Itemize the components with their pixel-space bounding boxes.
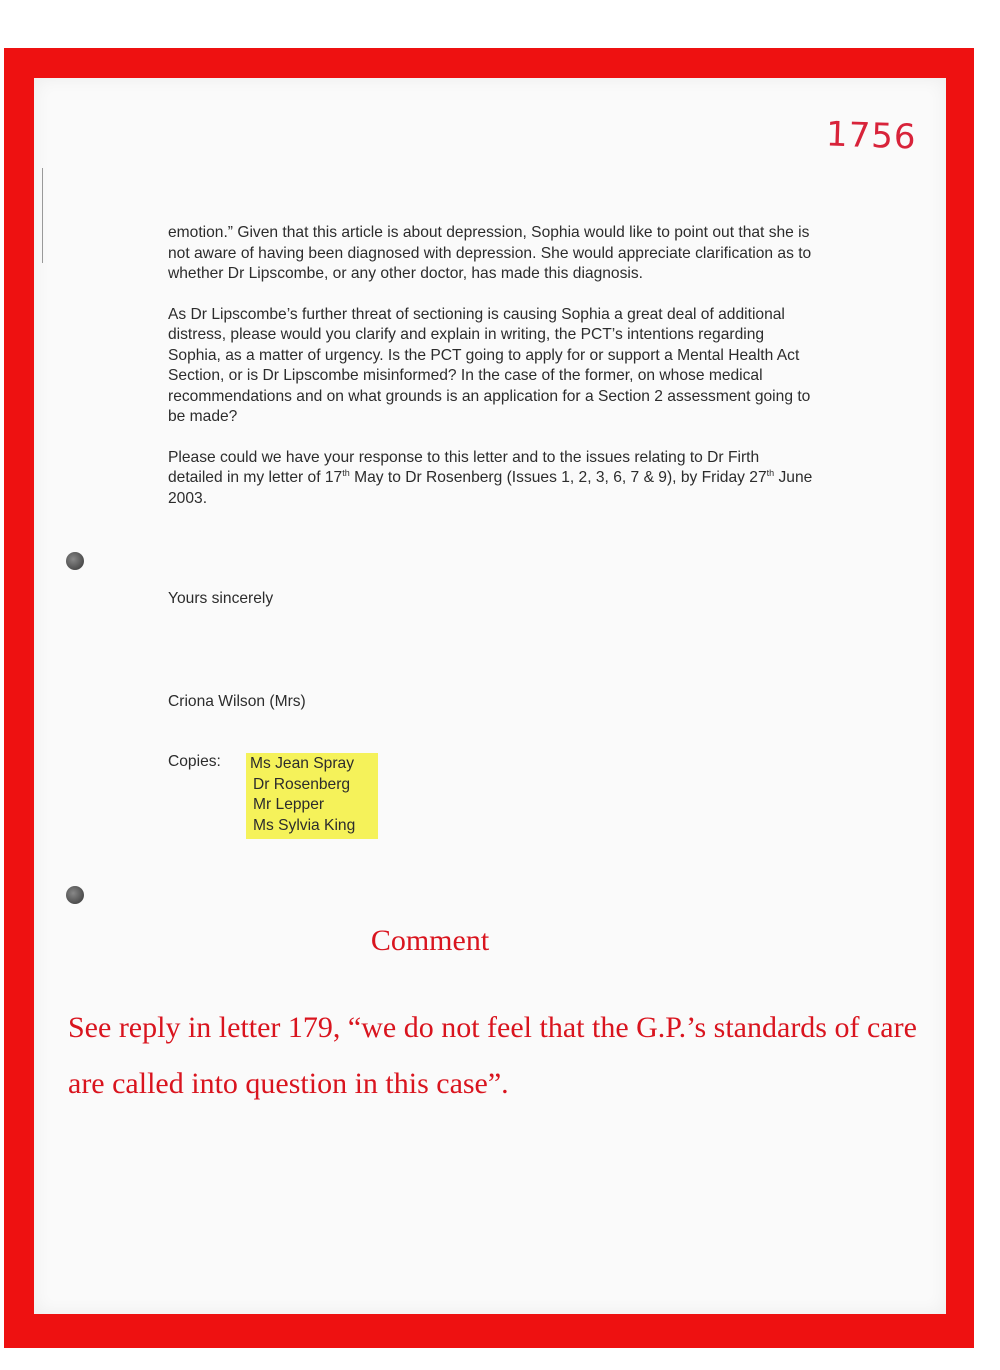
copies-recipient: Ms Sylvia King (253, 816, 356, 834)
letter-signatory: Criona Wilson (Mrs) (168, 693, 306, 710)
comment-heading: Comment (370, 924, 490, 957)
scan-edge-mark (42, 168, 43, 263)
copies-label: Copies: (168, 753, 221, 770)
copies-recipient: Mr Lepper (253, 796, 325, 813)
comment-text: See reply in letter 179, “we do not feel that the G.P.’s standards of care are called into question in this case”. (68, 1011, 917, 1100)
red-border-frame (4, 48, 974, 1348)
letter-page (34, 78, 946, 1314)
letter-paragraph-deadline: Please could we have your response to this letter and to the issues relating to Dr Firth detailed in my letter of 17th May to Dr Rosenberg (Issues 1, 2, 3, 6, 7 & 9), by Friday 27th June 2003. (168, 448, 813, 507)
letter-body (168, 223, 818, 529)
handwritten-page-number: 1756 (825, 114, 918, 158)
letter-closing: Yours sincerely (168, 590, 274, 607)
copies-recipient: Dr Rosenberg (253, 775, 351, 793)
letter-paragraph: As Dr Lipscombe’s further threat of sectioning is causing Sophia a great deal of additional distress, please would you clarify and explain in writing, the PCT’s intentions regarding Sophia, as a matter of urgency. Is the PCT going to apply for or support a Mental Health Act Section, or is Dr Lipscombe misinformed? In the case of the former, on whose medical recommendations and on what grounds is an application for a Section 2 assessment going to be made? (168, 305, 811, 425)
letter-paragraph: emotion.” Given that this article is about depression, Sophia would like to point out that she is not aware of having been diagnosed with depression. She would appreciate clarification as to whether Dr Lipscombe, or any other doctor, has made this diagnosis. (168, 224, 812, 282)
punch-hole-icon (66, 552, 84, 570)
copies-recipient: Ms Jean Spray (250, 755, 355, 772)
copies-list-highlighted (246, 753, 378, 839)
punch-hole-icon (66, 886, 84, 904)
